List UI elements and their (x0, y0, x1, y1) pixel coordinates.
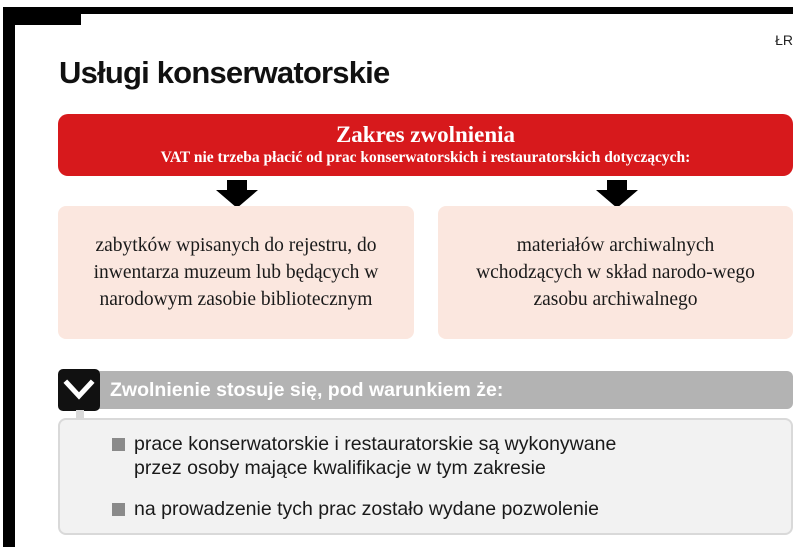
scope-box-archives-text: materiałów archiwalnych wchodzących w skład narodo-wego zasobu archiwalnego (476, 235, 755, 310)
square-bullet-icon (112, 438, 125, 451)
scope-box-archives (438, 206, 793, 339)
frame-left-rule (3, 7, 15, 547)
down-arrow-icon (216, 180, 258, 208)
condition-item-text: prace konserwatorskie i restauratorskie są wykonywane przez osoby mające kwalifikacje w tym zakresie (134, 433, 617, 479)
condition-item (112, 497, 599, 521)
square-bullet-icon (112, 503, 125, 516)
scope-banner (58, 114, 793, 176)
source-credit: ŁR (775, 32, 793, 48)
scope-heading: Zakres zwolnienia (335, 122, 516, 147)
condition-item (112, 432, 616, 480)
infographic-title: Usługi konserwatorskie (59, 55, 390, 90)
condition-heading: Zwolnienie stosuje się, pod warunkiem że: (110, 379, 504, 401)
scope-box-monuments (58, 206, 414, 339)
scope-box-monuments-text: zabytków wpisanych do rejestru, do inwentarza muzeum lub będących w narodowym zasobie bibliotecznym (93, 235, 379, 310)
frame-top-rule (3, 7, 793, 14)
condition-item-text: na prowadzenie tych prac zostało wydane pozwolenie (134, 498, 600, 520)
scope-subheading: VAT nie trzeba płacić od prac konserwatorskich i restauratorskich dotyczących: (160, 149, 691, 166)
check-icon (58, 369, 100, 411)
down-arrow-icon (596, 180, 638, 208)
